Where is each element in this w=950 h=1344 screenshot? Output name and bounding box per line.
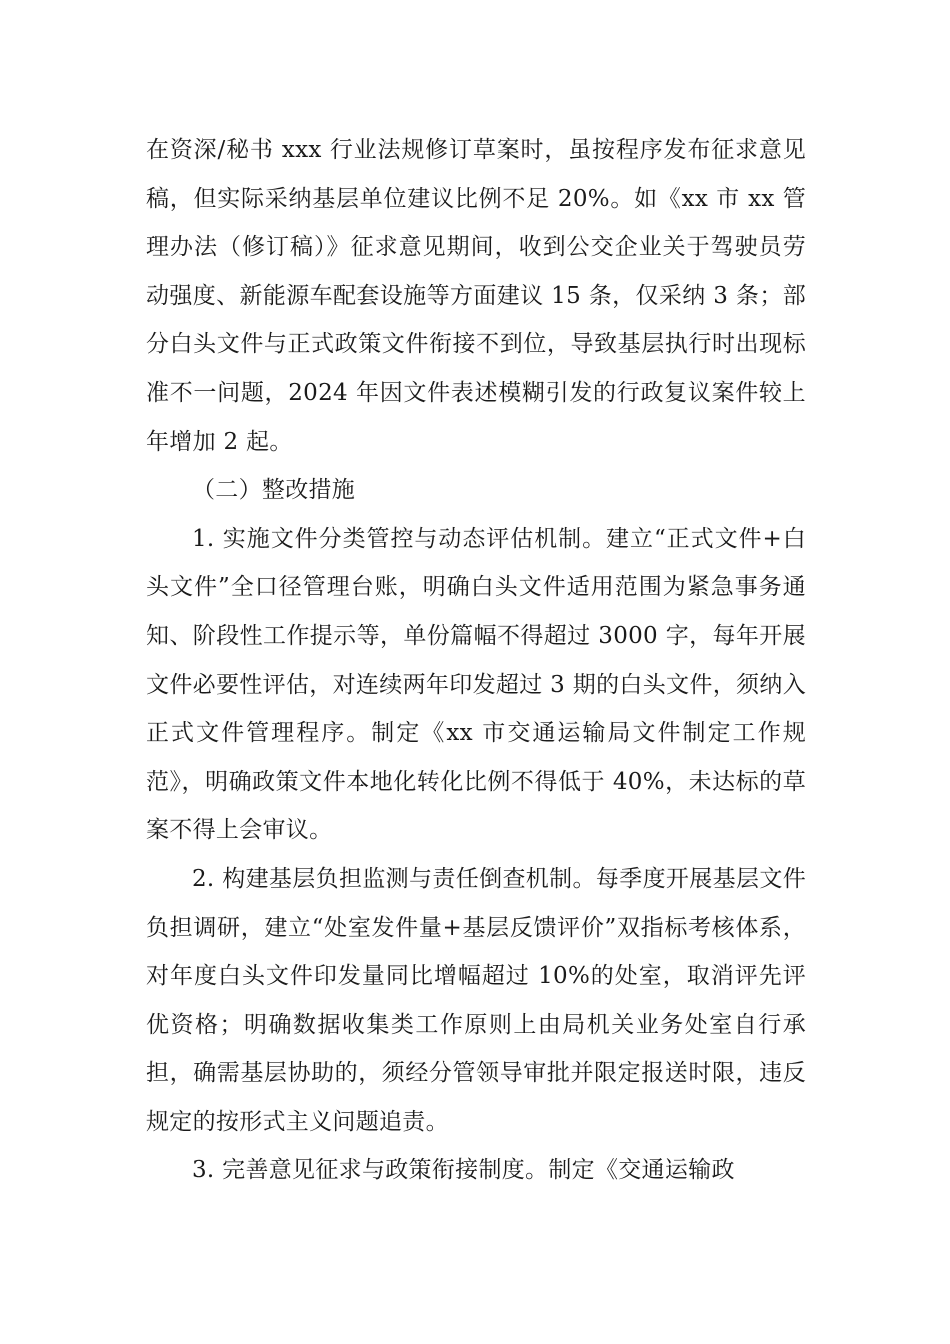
paragraph-continuation: 在资深/秘书 xxx 行业法规修订草案时，虽按程序发布征求意见稿，但实际采纳基层单位建议比例不足 20%。如《xx 市 xx 管理办法（修订稿）》征求意见期间，收到公交企业关于驾驶员劳动强度、新能源车配套设施等方面建议 15 条，仅采纳 3 条；部分白头文件与正式政策文件衔接不到位，导致基层执行时出现标准不一问题，2024 年因文件表述模糊引发的行政复议案件较上年增加 2 起。 xyxy=(146,137,806,455)
paragraph-measure-3: 3. 完善意见征求与政策衔接制度。制定《交通运输政 xyxy=(192,1157,735,1184)
paragraph-measure-2: 2. 构建基层负担监测与责任倒查机制。每季度开展基层文件负担调研，建立“处室发件量+基层反馈评价”双指标考核体系，对年度白头文件印发量同比增幅超过 10%的处室，取消评先评优资格；明确数据收集类工作原则上由局机关业务处室自行承担，确需基层协助的，须经分管领导审批并限定报送时限，违反规定的按形式主义问题追责。 xyxy=(146,865,806,1135)
section-heading-rectification-measures: （二）整改措施 xyxy=(192,477,356,504)
document-body xyxy=(146,126,806,1195)
paragraph-measure-1: 1. 实施文件分类管控与动态评估机制。建立“正式文件+白头文件”全口径管理台账，明确白头文件适用范围为紧急事务通知、阶段性工作提示等，单份篇幅不得超过 3000 字，每年开展文件必要性评估，对连续两年印发超过 3 期的白头文件，须纳入正式文件管理程序。制定《xx 市交通运输局文件制定工作规范》，明确政策文件本地化转化比例不得低于 40%，未达标的草案不得上会审议。 xyxy=(146,525,806,844)
